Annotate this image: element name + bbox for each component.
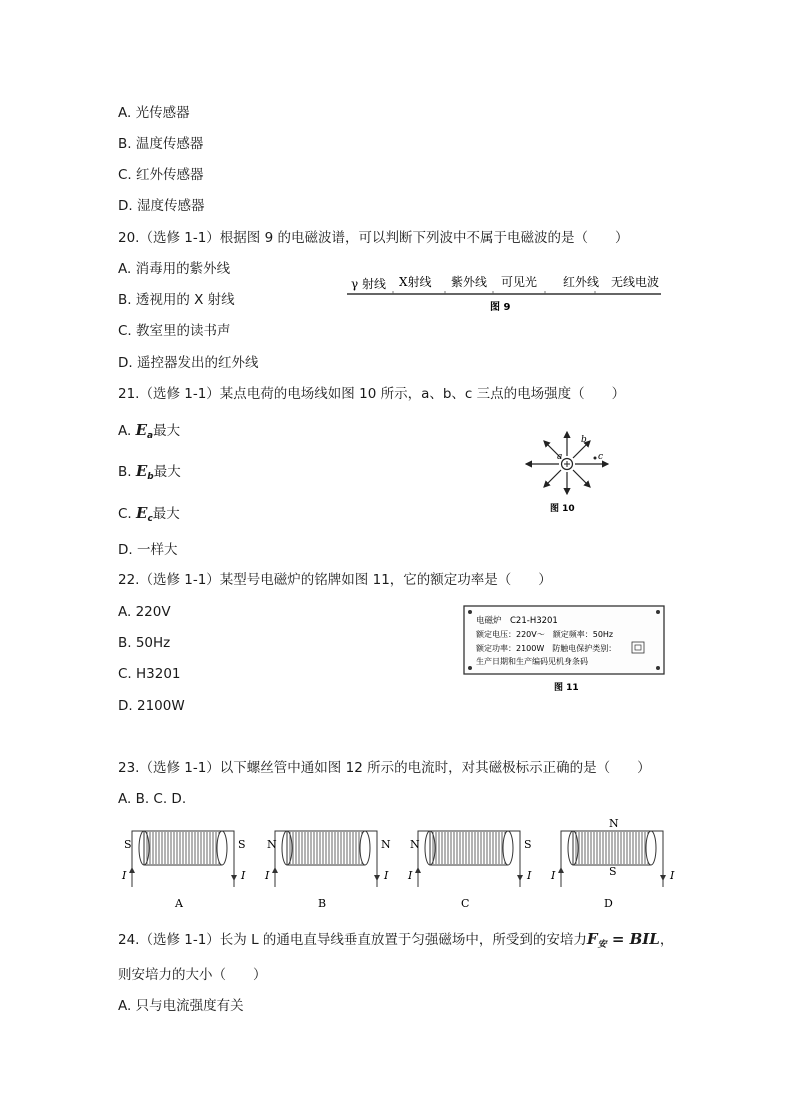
band-xray: X射线 [399, 275, 432, 289]
field-lines-figure [520, 428, 620, 520]
figure-10-caption: 图 10 [550, 504, 575, 514]
q21-stem: 21.（选修 1-1）某点电荷的电场线如图 10 所示，a、b、c 三点的电场强度（ ） [118, 386, 626, 402]
solenoids-diagram [110, 815, 675, 915]
em-spectrum-diagram [345, 266, 665, 316]
pole-right-label: S [238, 838, 246, 851]
q20-option-d: D. 遥控器发出的红外线 [118, 355, 259, 371]
pole-right-label: S [524, 838, 532, 851]
q19-option-a: A. 光传感器 [118, 105, 190, 121]
solenoid-c [407, 831, 532, 910]
figure-11-caption: 图 11 [554, 683, 579, 693]
q22-option-b: B. 50Hz [118, 635, 171, 651]
q19-option-b: B. 温度传感器 [118, 136, 204, 152]
point-a-label: a [557, 452, 563, 462]
q19-option-c: C. 红外传感器 [118, 167, 204, 183]
solenoid-option-label: C [461, 897, 470, 910]
q22-option-d: D. 2100W [118, 698, 185, 714]
q20-option-b: B. 透视用的 X 射线 [118, 292, 235, 308]
current-label-right: I [241, 869, 246, 882]
solenoid-option-label: A [175, 897, 183, 910]
q21-option-a: A. $E_a$最大 [118, 421, 181, 441]
q19-option-d: D. 湿度传感器 [118, 198, 205, 214]
point-b-label: b [581, 435, 587, 445]
solenoids-figure [110, 815, 675, 915]
q24-option-a: A. 只与电流强度有关 [118, 998, 244, 1014]
q20-option-a: A. 消毒用的紫外线 [118, 261, 231, 277]
nameplate-figure [462, 604, 668, 694]
pole-top-label: N [609, 817, 619, 830]
nameplate-line-4: 生产日期和生产编码见机身条码 [476, 657, 588, 666]
q21-option-d: D. 一样大 [118, 542, 178, 558]
current-label-right: I [670, 869, 675, 882]
band-radio: 无线电波 [611, 275, 660, 289]
current-label-left: I [265, 869, 270, 882]
point-c-label: c [598, 452, 604, 462]
q20-stem: 20.（选修 1-1）根据图 9 的电磁波谱，可以判断下列波中不属于电磁波的是（ ） [118, 230, 629, 246]
q21-option-c: C. $E_c$最大 [118, 504, 180, 524]
q23-stem: 23.（选修 1-1）以下螺丝管中通如图 12 所示的电流时，对其磁极标示正确的是（ ） [118, 760, 651, 776]
q22-stem: 22.（选修 1-1）某型号电磁炉的铭牌如图 11，它的额定功率是（ ） [118, 572, 552, 588]
q20-option-c: C. 教室里的读书声 [118, 323, 231, 339]
nameplate-line-2: 额定电压：220V～ 额定频率：50Hz [476, 630, 614, 639]
pole-bottom-label: S [609, 865, 617, 878]
nameplate-line-3: 额定功率：2100W 防触电保护类别： [476, 644, 617, 653]
q24-stem-continued: 则安培力的大小（ ） [118, 967, 267, 983]
pole-left-label: N [410, 838, 420, 851]
band-infrared: 红外线 [563, 275, 600, 289]
figure-9-caption: 图 9 [490, 302, 511, 313]
band-uv: 紫外线 [451, 275, 488, 289]
current-label-left: I [408, 869, 413, 882]
q24-stem: 24.（选修 1-1）长为 L 的通电直导线垂直放置于匀强磁场中，所受到的安培力$F_安$ = BIL， [118, 930, 674, 950]
em-spectrum-figure [345, 266, 665, 316]
current-label-left: I [122, 869, 127, 882]
q21-option-b: B. $E_b$最大 [118, 462, 181, 482]
solenoid-option-label: D [604, 897, 613, 910]
current-label-right: I [384, 869, 389, 882]
pole-left-label: N [267, 838, 277, 851]
solenoid-option-label: B [318, 897, 327, 910]
pole-left-label: S [124, 838, 132, 851]
solenoid-d [550, 817, 675, 910]
solenoid-b [264, 831, 391, 910]
band-visible: 可见光 [501, 275, 538, 289]
current-label-right: I [527, 869, 532, 882]
pole-right-label: N [381, 838, 391, 851]
q22-option-c: C. H3201 [118, 666, 181, 682]
solenoid-a [121, 831, 246, 910]
band-gamma: γ 射线 [351, 277, 386, 291]
nameplate-line-1: 电磁炉 C21-H3201 [476, 616, 558, 626]
ampere-force-formula: $F_安$ = BIL [586, 930, 660, 950]
nameplate-diagram [462, 604, 668, 694]
field-lines-diagram [520, 428, 620, 520]
q22-option-a: A. 220V [118, 604, 171, 620]
current-label-left: I [551, 869, 556, 882]
q23-options: A. B. C. D. [118, 791, 187, 807]
